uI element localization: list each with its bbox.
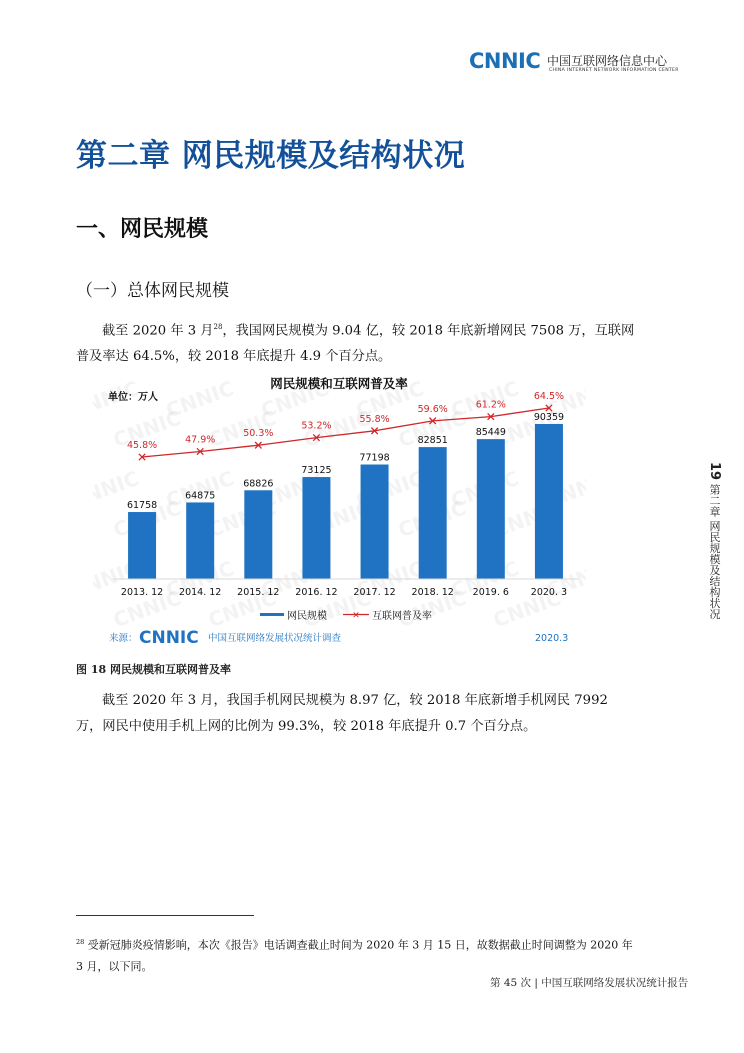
bar-value-label: 73125 <box>301 465 332 477</box>
x-tick-label: 2016. 12 <box>295 587 338 598</box>
footnote-text: 受新冠肺炎疫情影响，本次《报告》电话调查截止时间为 2020 年 3 月 15 日，故数据截止时间调整为 2020 年 3 月，以下同。 <box>76 938 633 973</box>
bar-value-label: 64875 <box>185 490 216 502</box>
watermark-text <box>585 586 586 633</box>
x-tick-label: 2019. 6 <box>472 587 509 598</box>
side-chapter-label <box>700 462 722 619</box>
footnote-number: 28 <box>76 938 85 946</box>
source-prefix: 来源： <box>109 633 138 644</box>
penetration-value-label: 47.9% <box>185 434 216 446</box>
page-footer: 第 45 次 | 中国互联网络发展状况统计报告 <box>490 977 689 989</box>
bar-201712 <box>361 465 389 579</box>
x-tick-label: 2017. 12 <box>353 587 396 598</box>
watermark-text <box>585 406 586 453</box>
para2-text: 截至 2020 年 3 月，我国手机网民规模为 8.97 亿，较 2018 年底新增手机网民 7992 万，网民中使用手机上网的比例为 99.3%，较 2018 年底提升 0.7 个百分点。 <box>76 693 608 734</box>
para1-text-a: 截至 2020 年 3 月 <box>102 323 214 339</box>
chapter-title: 第二章 网民规模及结构状况 <box>76 138 466 174</box>
bar-value-label: 85449 <box>475 427 506 439</box>
bar-20203 <box>535 424 563 579</box>
bar-value-label: 82851 <box>417 435 448 447</box>
page-number: 19 <box>707 462 722 481</box>
x-tick-label: 2018. 12 <box>411 587 454 598</box>
figure-caption: 图 18 网民规模和互联网普及率 <box>76 663 231 676</box>
bar-201412 <box>186 502 214 579</box>
logo-english-name: CHINA INTERNET NETWORK INFORMATION CENTER <box>549 68 679 73</box>
bar-201812 <box>419 447 447 579</box>
legend-bar-swatch <box>260 613 284 616</box>
bar-value-label: 68826 <box>243 478 274 490</box>
x-tick-label: 2014. 12 <box>179 587 222 598</box>
chart-title: 网民规模和互联网普及率 <box>270 376 408 391</box>
x-tick-label: 2015. 12 <box>237 587 280 598</box>
x-tick-label: 2020. 3 <box>530 587 568 598</box>
penetration-value-label: 50.3% <box>243 428 274 440</box>
penetration-value-label: 53.2% <box>301 420 332 432</box>
subsection-title: （一）总体网民规模 <box>76 281 229 301</box>
penetration-value-label: 64.5% <box>533 391 565 402</box>
legend-bar-label: 网民规模 <box>287 611 327 622</box>
penetration-value-label: 55.8% <box>359 413 390 425</box>
bar-value-label: 90359 <box>533 412 565 423</box>
watermark-text <box>585 496 586 543</box>
footnote <box>76 932 636 977</box>
penetration-value-label: 59.6% <box>417 403 448 415</box>
legend-x-marker: ✕ <box>352 611 360 621</box>
penetration-value-label: 45.8% <box>126 440 158 451</box>
logo-chinese-name: 中国互联网络信息中心 <box>547 54 668 68</box>
legend-line-label: 互联网普及率 <box>372 611 432 622</box>
source-date: 2020.3 <box>535 633 569 644</box>
footnote-divider <box>76 915 254 916</box>
cnnic-logo: CNNIC <box>469 49 541 73</box>
bar-value-label: 77198 <box>359 452 390 464</box>
source-text: 中国互联网络发展状况统计调查 <box>208 633 342 644</box>
bar-201512 <box>244 490 272 579</box>
bar-201612 <box>302 477 330 579</box>
bar-201312 <box>128 512 156 579</box>
bar-value-label: 61758 <box>126 500 158 512</box>
paragraph-mobile-users <box>76 688 636 740</box>
chart-svg <box>93 371 586 649</box>
side-chapter-text: 第二章 网民规模及结构状况 <box>708 483 721 620</box>
watermark-layer <box>93 376 586 632</box>
x-tick-label: 2013. 12 <box>120 587 164 598</box>
penetration-value-label: 61.2% <box>475 399 506 411</box>
paragraph-internet-users <box>76 314 636 370</box>
bar-20196 <box>477 439 505 579</box>
footnote-ref[interactable]: 28 <box>213 323 223 331</box>
chart-unit-label: 单位：万人 <box>108 392 158 403</box>
para1-text-b: ，我国网民规模为 9.04 亿，较 2018 年底新增网民 7508 万，互联网普及率达 64.5%，较 2018 年底提升 4.9 个百分点。 <box>76 323 635 365</box>
source-cnnic-logo: CNNIC <box>139 628 199 648</box>
chart-users-and-penetration <box>93 371 586 649</box>
section-title: 一、网民规模 <box>76 217 209 242</box>
